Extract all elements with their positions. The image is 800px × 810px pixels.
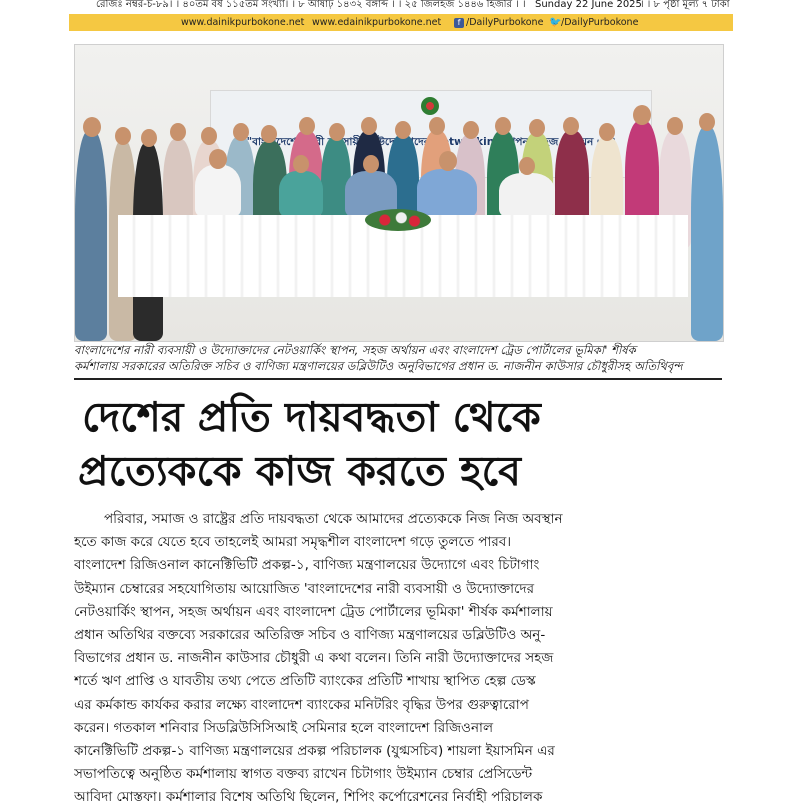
caption-line-1: বাংলাদেশের নারী ব্যবসায়ী ও উদ্যোক্তাদের নেটওয়ার্কিং স্থাপন, সহজ অর্থায়ন এবং বাংলাদেশ ট্রেড পোর্টালের ভূমিকা' শীর্ষক xyxy=(74,343,636,357)
twitter-link[interactable] xyxy=(549,14,638,31)
facebook-handle: /DailyPurbokone xyxy=(466,17,544,28)
facebook-link[interactable] xyxy=(454,14,543,31)
website-link[interactable]: www.dainikpurbokone.net xyxy=(181,17,305,28)
headline xyxy=(74,390,734,498)
dateline xyxy=(0,0,800,13)
body-line: বাংলাদেশ রিজিওনাল কানেক্টিভিটি প্রকল্প-১, বাণিজ্য মন্ত্রণালয়ের উদ্যোগে এবং চিটাগাং xyxy=(74,557,540,574)
photo-caption xyxy=(74,342,722,374)
body-line: সভাপতিত্বে অনুষ্ঠিত কর্মশালায় স্বাগত বক্তব্য রাখেন চিটাগাং উইম্যান চেম্বার প্রেসিডেন্ট xyxy=(74,766,533,783)
news-photo xyxy=(74,44,724,342)
banner-text: স্থাপন, xyxy=(505,136,533,148)
dateline-bengali: রেজিঃ নম্বর-চ-৮৯। । ৪০তম বর্ষ ১১৫তম সংখ্যা। । ৮ আষাঢ় ১৪৩২ বঙ্গাব্দ । । ২৫ জিলহজ ১৪৪৬ হিজরি । । xyxy=(96,0,526,10)
headline-line-1: দেশের প্রতি দায়বদ্ধতা থেকে xyxy=(82,393,541,441)
twitter-handle: /DailyPurbokone xyxy=(561,17,639,28)
body-line: করেন। গতকাল শনিবার সিডব্লিউসিসিআই সেমিনার হলে বাংলাদেশ রিজিওনাল xyxy=(74,719,494,736)
twitter-icon: 🐦 xyxy=(549,16,562,28)
body-line: পরিবার, সমাজ ও রাষ্ট্রের প্রতি দায়বদ্ধতা থেকে আমাদের প্রত্যেককে নিজ নিজ অবস্থান xyxy=(104,511,563,527)
body-line: কানেক্টিভিটি প্রকল্প-১ বাণিজ্য মন্ত্রণালয়ের প্রকল্প পরিচালক (যুগ্মসচিব) শায়লা ইয়াসমিন এর xyxy=(74,743,555,760)
headline-line-2: প্রত্যেককে কাজ করতে হবে xyxy=(78,447,521,495)
article-body xyxy=(74,508,738,810)
body-line: শর্তে ঋণ প্রাপ্তি ও যাবতীয় তথ্য পেতে প্রতিটি ব্যাংকের প্রতিটি শাখায় স্থাপিত হেল্প ডেস্ক xyxy=(74,673,536,690)
caption-line-2: কর্মশালায় সরকারের অতিরিক্ত সচিব ও বাণিজ্য মন্ত্রণালয়ের ডব্লিউটিও অনুবিভাগের প্রধান ড. নাজনীন কাউসার চৌধুরীসহ অতিথিবৃন্দ xyxy=(74,359,683,373)
dateline-price: । । ৮ পৃষ্ঠা মূল্য ৭ টাকা xyxy=(640,0,730,10)
divider xyxy=(74,378,722,380)
dateline-english-date: Sunday 22 June 2025 xyxy=(535,0,642,10)
body-line: আবিদা মোস্তফা। কর্মশালার বিশেষ অতিথি ছিলেন, শিপিং কর্পোরেশনের নির্বাহী পরিচালক xyxy=(74,789,543,806)
body-line: হতে কাজ করে যেতে হবে তাহলেই আমরা সমৃদ্ধশীল বাংলাদেশ গড়ে তুলতে পারব। xyxy=(74,534,512,551)
ministry-logo xyxy=(421,97,439,115)
body-line: বিভাগের প্রধান ড. নাজনীন কাউসার চৌধুরী এ কথা বলেন। তিনি নারী উদ্যোক্তাদের সহজ xyxy=(74,650,554,667)
body-line: উইম্যান চেম্বারের সহযোগিতায় আয়োজিত 'বাংলাদেশের নারী ব্যবসায়ী ও উদ্যোক্তাদের xyxy=(74,580,534,597)
flower-bouquet xyxy=(365,209,431,231)
body-line: এর কর্মকান্ড কার্যকর করার লক্ষ্যে বাংলাদেশ ব্যাংকের মনিটরিং বৃদ্ধির উপর গুরুত্বারোপ xyxy=(74,696,529,713)
facebook-icon: f xyxy=(454,18,464,28)
website-bar xyxy=(69,14,733,31)
body-line: নেটওয়ার্কিং স্থাপন, সহজ অর্থায়ন এবং বাংলাদেশ ট্রেড পোর্টালের ভূমিকা' শীর্ষক কর্মশালায় xyxy=(74,603,553,620)
body-line: প্রধান অতিথির বক্তব্যে সরকারের অতিরিক্ত সচিব ও বাণিজ্য মন্ত্রণালয়ের ডব্লিউটিও অনু- xyxy=(74,627,546,644)
epaper-link[interactable]: www.edainikpurbokone.net xyxy=(312,17,442,28)
